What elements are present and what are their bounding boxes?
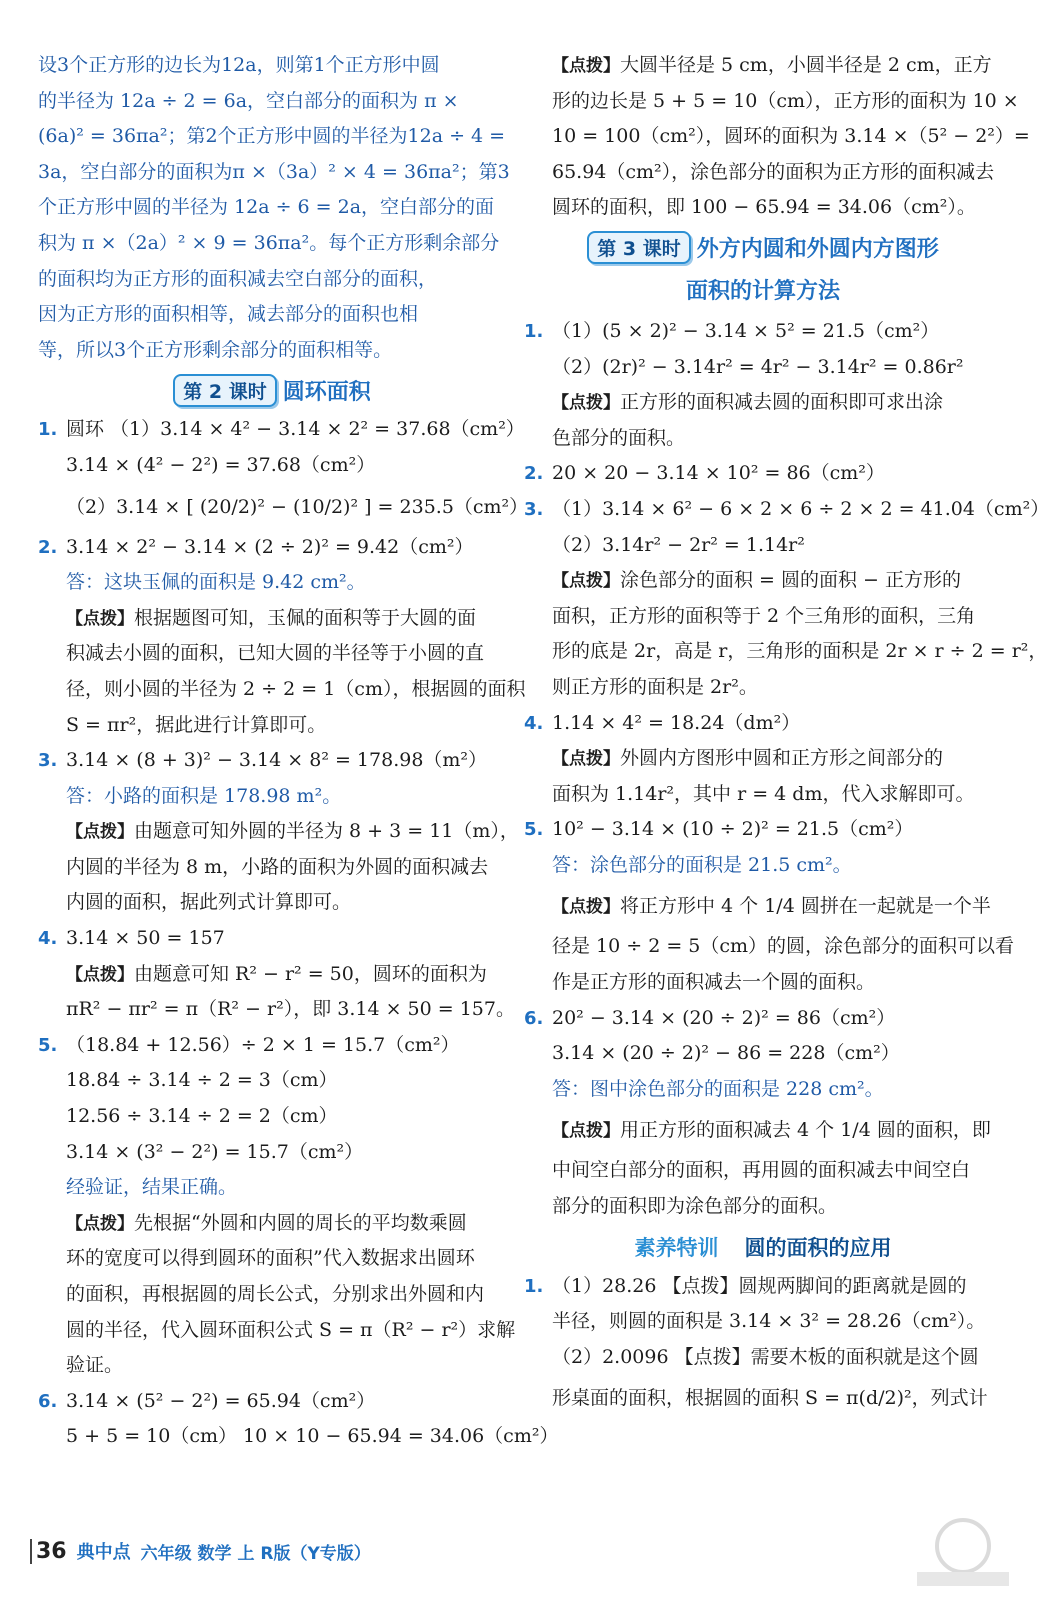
line-text: 20² − 3.14 × (20 ÷ 2)² = 86（cm²） — [552, 1006, 896, 1029]
line-text: 用正方形的面积减去 4 个 1/4 圆的面积，即 — [620, 1119, 991, 1142]
text-line — [38, 921, 506, 957]
line-text: 半径，则圆的面积是 3.14 × 3² = 28.26（cm²）。 — [552, 1310, 986, 1333]
text-line — [38, 84, 506, 120]
text-line — [38, 992, 515, 1028]
line-text: 3.14 × 50 = 157 — [66, 927, 225, 950]
line-text: 先根据“外圆和内圆的周长的平均数乘圆 — [134, 1211, 467, 1234]
lesson-heading — [38, 368, 506, 412]
text-line — [524, 1107, 1002, 1153]
hint-tag: 【点拨】 — [66, 964, 134, 985]
question-number: 5. — [38, 1034, 58, 1056]
text-line — [524, 670, 1002, 706]
text-line — [524, 812, 1002, 848]
line-text: 圆环 （1）3.14 × 4² − 3.14 × 2² = 37.68（cm²） — [66, 418, 525, 441]
text-line — [38, 743, 506, 779]
text-line — [524, 492, 1049, 528]
text-line — [38, 957, 506, 993]
hint-tag: 【点拨】 — [552, 749, 620, 770]
question-number: 2. — [524, 463, 544, 485]
line-text: 的面积均为正方形的面积减去空白部分的面积， — [38, 267, 438, 290]
text-line — [524, 119, 1030, 155]
training-heading — [524, 1225, 1002, 1269]
line-text: 等，所以3个正方形剩余部分的面积相等。 — [38, 338, 393, 361]
text-line — [38, 48, 506, 84]
watermark-logo — [903, 1512, 1023, 1592]
line-text: 20 × 20 − 3.14 × 10² = 86（cm²） — [552, 462, 885, 485]
question-number: 1. — [38, 419, 58, 441]
line-text: 3.14 × (5² − 2²) = 65.94（cm²） — [66, 1389, 376, 1412]
text-line — [38, 636, 506, 672]
training-label: 素养特训 — [634, 1235, 719, 1260]
text-line — [524, 528, 1002, 564]
text-line — [524, 563, 1002, 599]
line-text: 3.14 × (4² − 2²) = 37.68（cm²） — [66, 453, 376, 476]
line-text: （2）(2r)² − 3.14r² = 4r² − 3.14r² = 0.86r² — [552, 355, 964, 378]
page-number: 36 — [30, 1539, 67, 1564]
lesson-badge: 第 3 课时 — [587, 231, 690, 264]
right-column — [524, 48, 1049, 1421]
text-line — [524, 456, 1002, 492]
text-line — [524, 1153, 1002, 1189]
line-text: 大圆半径是 5 cm，小圆半径是 2 cm，正方 — [620, 54, 992, 76]
text-line — [524, 929, 1015, 965]
line-text: 面积为 1.14r²，其中 r = 4 dm，代入求解即可。 — [552, 782, 975, 805]
training-title: 圆的面积的应用 — [744, 1235, 892, 1260]
text-line — [524, 1001, 1002, 1037]
text-line — [38, 119, 506, 155]
line-text: 18.84 ÷ 3.14 ÷ 2 = 3（cm） — [66, 1069, 338, 1092]
line-text: 正方形的面积减去圆的面积即可求出涂 — [620, 391, 944, 414]
line-text: 答：这块玉佩的面积是 9.42 cm²。 — [66, 571, 366, 594]
text-line — [38, 1419, 559, 1455]
hint-tag: 【点拨】 — [552, 571, 620, 592]
text-line — [38, 226, 506, 262]
line-text: 形桌面的面积，根据圆的面积 S = π(d/2)²，列式计 — [552, 1387, 988, 1410]
line-text: 将正方形中 4 个 1/4 圆拼在一起就是一个半 — [620, 895, 991, 918]
line-text: 则正方形的面积是 2r²。 — [552, 675, 758, 698]
text-line — [38, 1099, 506, 1135]
text-line — [524, 848, 1002, 884]
line-text: 答：图中涂色部分的面积是 228 cm²。 — [552, 1077, 884, 1100]
text-line — [38, 262, 506, 298]
text-line — [524, 1340, 1002, 1376]
question-number: 3. — [524, 498, 544, 520]
text-line — [524, 48, 1002, 84]
line-text: 由题意可知 R² − r² = 50，圆环的面积为 — [134, 962, 487, 985]
text-line — [38, 850, 506, 886]
text-line — [38, 1241, 506, 1277]
line-text: 根据题图可知，玉佩的面积等于大圆的面 — [134, 606, 477, 629]
hint-tag: 【点拨】 — [66, 608, 134, 629]
text-line — [38, 448, 506, 484]
line-text: 积减去小圆的面积，已知大圆的半径等于小圆的直 — [66, 642, 485, 665]
text-line — [38, 1277, 506, 1313]
question-number: 2. — [38, 536, 58, 558]
line-text: （2）3.14 × [ (20/2)² − (10/2)² ] = 235.5（cm²） — [66, 495, 529, 518]
lesson-title: 圆环面积 — [282, 379, 371, 405]
line-text: 色部分的面积。 — [552, 426, 686, 449]
line-text: 3.14 × (8 + 3)² − 3.14 × 8² = 178.98（m²） — [66, 749, 488, 772]
text-line — [524, 1189, 1002, 1225]
text-line — [524, 634, 1048, 670]
text-line — [38, 779, 506, 815]
line-text: 形的边长是 5 + 5 = 10（cm），正方形的面积为 10 × — [552, 89, 1019, 112]
line-text: 部分的面积即为涂色部分的面积。 — [552, 1195, 838, 1218]
text-line — [38, 190, 506, 226]
hint-tag: 【点拨】 — [552, 393, 620, 414]
text-line — [524, 314, 1002, 350]
line-text: 3a，空白部分的面积为π ×（3a）² × 4 = 36πa²；第3 — [38, 160, 510, 183]
text-line — [38, 1348, 506, 1384]
line-text: πR² − πr² = π（R² − r²），即 3.14 × 50 = 157。 — [66, 998, 515, 1021]
text-line — [524, 155, 1002, 191]
line-text: 10² − 3.14 × (10 ÷ 2)² = 21.5（cm²） — [552, 818, 914, 841]
line-text: 5 + 5 = 10（cm） 10 × 10 − 65.94 = 34.06（cm²） — [66, 1425, 559, 1448]
text-line — [524, 385, 1002, 421]
line-text: 面积，正方形的面积等于 2 个三角形的面积，三角 — [552, 604, 976, 627]
text-line — [38, 1313, 516, 1349]
line-text: (6a)² = 36πa²；第2个正方形中圆的半径为12a ÷ 4 = — [38, 125, 506, 148]
line-text: 内圆的面积，据此列式计算即可。 — [66, 891, 352, 914]
line-text: 经验证，结果正确。 — [66, 1176, 238, 1199]
text-line — [38, 297, 506, 333]
question-number: 4. — [524, 712, 544, 734]
line-text: 形的底是 2r，高是 r，三角形的面积是 2r × r ÷ 2 = r²， — [552, 640, 1048, 663]
line-text: （1）28.26 【点拨】圆规两脚间的距离就是圆的 — [552, 1274, 967, 1297]
text-line — [38, 885, 506, 921]
question-number: 6. — [38, 1390, 58, 1412]
text-line — [38, 484, 529, 530]
text-line — [38, 1063, 506, 1099]
lesson-heading — [524, 226, 1002, 270]
line-text: 内圆的半径为 8 m，小路的面积为外圆的面积减去 — [66, 855, 489, 878]
text-line — [524, 965, 1002, 1001]
hint-tag: 【点拨】 — [66, 1213, 134, 1234]
text-line — [38, 1206, 506, 1242]
line-text: 12.56 ÷ 3.14 ÷ 2 = 2（cm） — [66, 1105, 338, 1128]
line-text: 环的宽度可以得到圆环的面积”代入数据求出圆环 — [66, 1247, 475, 1270]
line-text: 作是正方形的面积减去一个圆的面积。 — [552, 971, 876, 994]
lesson-subtitle: 面积的计算方法 — [685, 278, 840, 304]
line-text: 外圆内方图形中圆和正方形之间部分的 — [620, 747, 944, 770]
line-text: （1）(5 × 2)² − 3.14 × 5² = 21.5（cm²） — [552, 319, 940, 342]
line-text: 积为 π ×（2a）² × 9 = 36πa²。每个正方形剩余部分 — [38, 231, 500, 254]
line-text: 验证。 — [66, 1354, 124, 1377]
text-line — [524, 1269, 1002, 1305]
line-text: S = πr²，据此进行计算即可。 — [66, 713, 327, 736]
hint-tag: 【点拨】 — [552, 1121, 620, 1142]
left-column — [38, 48, 559, 1455]
lesson-badge: 第 2 课时 — [173, 374, 276, 407]
page-footer — [30, 1536, 371, 1566]
line-text: 径，则小圆的半径为 2 ÷ 2 = 1（cm），根据圆的面积 — [66, 677, 526, 700]
line-text: 的面积，再根据圆的周长公式，分别求出外圆和内 — [66, 1283, 485, 1305]
line-text: 中间空白部分的面积，再用圆的面积减去中间空白 — [552, 1159, 971, 1182]
hint-tag: 【点拨】 — [552, 56, 620, 76]
question-number: 1. — [524, 320, 544, 342]
line-text: 3.14 × (3² − 2²) = 15.7（cm²） — [66, 1140, 364, 1163]
line-text: 1.14 × 4² = 18.24（dm²） — [552, 711, 801, 734]
line-text: （2）2.0096 【点拨】需要木板的面积就是这个圆 — [552, 1345, 979, 1368]
line-text: （2）3.14r² − 2r² = 1.14r² — [552, 533, 805, 556]
text-line — [38, 155, 510, 191]
text-line — [38, 601, 506, 637]
line-text: 个正方形中圆的半径为 12a ÷ 6 = 2a，空白部分的面 — [38, 196, 495, 219]
text-line — [38, 708, 506, 744]
text-line — [524, 421, 1002, 457]
line-text: 的半径为 12a ÷ 2 = 6a，空白部分的面积为 π × — [38, 89, 459, 112]
line-text: （18.84 + 12.56）÷ 2 × 1 = 15.7（cm²） — [66, 1033, 460, 1056]
book-title: 六年级 数学 上 R版（Y专版） — [140, 1543, 371, 1564]
text-line — [38, 814, 519, 850]
text-line — [38, 672, 526, 708]
line-text: 10 = 100（cm²），圆环的面积为 3.14 ×（5² − 2²）= — [552, 125, 1030, 148]
text-line — [524, 777, 1002, 813]
question-number: 5. — [524, 819, 544, 841]
text-line — [38, 565, 506, 601]
line-text: 涂色部分的面积 = 圆的面积 − 正方形的 — [620, 569, 961, 592]
question-number: 3. — [38, 750, 58, 772]
question-number: 4. — [38, 928, 58, 950]
text-line — [524, 599, 1002, 635]
text-line — [524, 84, 1019, 120]
line-text: 答：小路的面积是 178.98 m²。 — [66, 784, 342, 807]
line-text: 由题意可知外圆的半径为 8 + 3 = 11（m）， — [134, 820, 519, 843]
line-text: 3.14 × (20 ÷ 2)² − 86 = 228（cm²） — [552, 1042, 900, 1065]
line-text: 因为正方形的面积相等，减去部分的面积也相 — [38, 303, 419, 326]
brand-logo: 典中点 — [76, 1542, 131, 1563]
line-text: 3.14 × 2² − 3.14 × (2 ÷ 2)² = 9.42（cm²） — [66, 535, 474, 558]
text-line — [524, 190, 1002, 226]
line-text: 圆的半径，代入圆环面积公式 S = π（R² − r²）求解 — [66, 1318, 516, 1341]
line-text: 答：涂色部分的面积是 21.5 cm²。 — [552, 853, 852, 876]
text-line — [38, 1170, 506, 1206]
hint-tag: 【点拨】 — [66, 822, 134, 843]
text-line — [38, 1028, 506, 1064]
line-text: 圆环的面积，即 100 − 65.94 = 34.06（cm²）。 — [552, 196, 976, 219]
lesson-title: 外方内圆和外圆内方图形 — [696, 237, 939, 263]
text-line — [524, 1375, 1002, 1421]
line-text: （1）3.14 × 6² − 6 × 2 × 6 ÷ 2 × 2 = 41.04（cm²） — [552, 497, 1049, 520]
text-line — [524, 1036, 1002, 1072]
text-line — [38, 333, 506, 369]
text-line — [38, 412, 525, 448]
line-text: 65.94（cm²），涂色部分的面积为正方形的面积减去 — [552, 160, 995, 183]
line-text: 设3个正方形的边长为12a，则第1个正方形中圆 — [38, 54, 440, 76]
text-line — [524, 1072, 1002, 1108]
question-number: 1. — [524, 1275, 544, 1297]
text-line — [524, 706, 1002, 742]
hint-tag: 【点拨】 — [552, 897, 620, 918]
text-line — [524, 350, 1002, 386]
question-number: 6. — [524, 1007, 544, 1029]
text-line — [524, 883, 1002, 929]
line-text: 径是 10 ÷ 2 = 5（cm）的圆，涂色部分的面积可以看 — [552, 935, 1015, 958]
text-line — [38, 1135, 506, 1171]
text-line — [38, 530, 506, 566]
text-line — [524, 741, 1002, 777]
text-line — [524, 1304, 1002, 1340]
text-line — [38, 1384, 506, 1420]
